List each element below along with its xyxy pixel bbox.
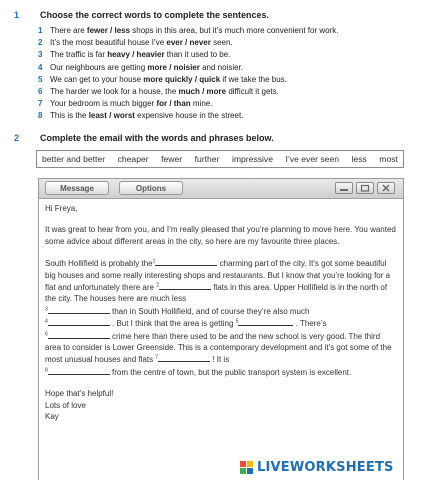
- email-paragraph-2: [45, 257, 397, 378]
- text-segment: . There’s: [293, 319, 327, 329]
- text-segment: from the centre of town, but the public transport system is excellent.: [109, 367, 352, 377]
- exercise-1-number: 1: [14, 10, 20, 20]
- sentence-text: mine.: [190, 99, 213, 109]
- gap-1-blank[interactable]: [152, 257, 217, 266]
- word-item: better and better: [42, 154, 106, 164]
- exercise-2-number: 2: [14, 133, 20, 143]
- sentence-item: [38, 74, 287, 85]
- sentence-text: Our neighbours are getting: [50, 62, 148, 72]
- tab-options[interactable]: Options: [119, 181, 183, 195]
- gap-3-blank[interactable]: [48, 305, 110, 314]
- word-choice[interactable]: fewer / less: [86, 26, 131, 35]
- text-segment: than in South Hollifield, and of course they’re also much: [109, 306, 310, 316]
- sentence-number: 5: [38, 74, 43, 84]
- text-segment: crime here than there used to be and the new school is very good. The third area to consider is Lower Greenside. This is a contemporary development and it’s got some of the most unusual houses and flats: [45, 331, 392, 365]
- sentence-number: 4: [38, 62, 43, 72]
- word-choice[interactable]: for / than: [156, 99, 191, 109]
- sentence-number: 8: [38, 111, 43, 121]
- sentence-item: [38, 25, 338, 36]
- gap-8-blank[interactable]: [48, 366, 110, 375]
- word-item: further: [194, 154, 220, 164]
- sentence-text: than it used to be.: [164, 50, 231, 60]
- word-choice[interactable]: heavy / heavier: [107, 50, 165, 60]
- sentence-item: [38, 49, 230, 60]
- sentence-text: if we take the bus.: [220, 74, 287, 84]
- email-paragraph-1: It was great to hear from you, and I’m really pleased that you’re planning to move here. You wanted some advice about different areas in the city, so here are my favourite three places.: [45, 225, 396, 246]
- gap-2-blank[interactable]: [159, 281, 211, 290]
- sentence-number: 6: [38, 87, 43, 96]
- word-bank: [36, 150, 404, 168]
- email-closing-2: Lots of love: [45, 400, 86, 410]
- close-button[interactable]: [377, 182, 395, 194]
- close-icon: [381, 184, 391, 192]
- sentence-text: The harder we look for a house, the: [50, 87, 179, 96]
- text-segment: charming part of the city. It’s got some beautiful big houses and some really interesting shops and restaurants. But I know that you’re looking for a flat and unfortunately there are: [45, 259, 391, 293]
- email-greeting: Hi Freya,: [45, 204, 78, 213]
- sentence-text: The traffic is far: [50, 50, 108, 60]
- gap-number: 7: [155, 354, 159, 361]
- exercise-2-title: Complete the email with the words and phrases below.: [40, 133, 274, 143]
- minimize-button[interactable]: [335, 182, 353, 194]
- text-segment: flats in this area. Upper Hollifield is in the north of the city. The houses here are much less: [45, 283, 388, 304]
- sentence-text: expensive house in the street.: [134, 111, 244, 121]
- gap-number: 8: [45, 367, 48, 374]
- word-item: less: [351, 154, 367, 164]
- exercise-1-title: Choose the correct words to complete the sentences.: [40, 10, 270, 20]
- sentence-text: It’s the most beautiful house I’ve: [50, 38, 167, 48]
- minimize-icon: [339, 184, 349, 192]
- gap-4-blank[interactable]: [48, 317, 110, 326]
- word-choice[interactable]: more quickly / quick: [143, 74, 221, 84]
- email-signature: Kay: [45, 412, 59, 422]
- sentence-text: and noisier.: [199, 62, 244, 72]
- sentence-number: 7: [38, 99, 43, 109]
- liveworksheets-logo: [240, 457, 394, 477]
- sentence-item: [38, 86, 279, 97]
- word-choice[interactable]: more / noisier: [147, 62, 200, 72]
- sentence-item: [38, 110, 243, 121]
- gap-number: 1: [152, 258, 156, 265]
- email-closing-1: Hope that’s helpful!: [45, 389, 114, 399]
- logo-text: LIVEWORKSHEETS: [257, 459, 394, 475]
- maximize-icon: [360, 184, 370, 192]
- gap-5-blank[interactable]: [235, 317, 293, 326]
- sentence-item: [38, 37, 233, 48]
- text-segment: ! It is: [210, 355, 230, 365]
- gap-7-blank[interactable]: [158, 353, 210, 362]
- text-segment: South Hollifield is probably the: [45, 259, 153, 269]
- email-window: [38, 178, 404, 480]
- tab-message[interactable]: Message: [45, 181, 109, 195]
- sentence-text: We can get to your house: [50, 74, 144, 84]
- sentence-text: There are: [50, 26, 87, 35]
- gap-number: 6: [45, 331, 48, 337]
- email-body: [45, 203, 397, 423]
- word-choice[interactable]: ever / never: [166, 38, 211, 48]
- gap-number: 3: [45, 306, 48, 313]
- text-segment: . But I think that the area is getting: [109, 319, 236, 329]
- sentence-text: seen.: [210, 38, 233, 48]
- word-choice[interactable]: much / more: [178, 87, 227, 96]
- word-item: most: [379, 154, 398, 164]
- email-titlebar: [39, 179, 403, 199]
- gap-number: 5: [235, 318, 239, 325]
- word-item: fewer: [161, 154, 183, 164]
- word-item: cheaper: [117, 154, 149, 164]
- sentence-item: [38, 98, 212, 109]
- logo-squares-icon: [240, 461, 253, 474]
- sentence-text: Your bedroom is much bigger: [50, 99, 157, 109]
- sentence-number: 2: [38, 38, 43, 48]
- sentence-text: shops in this area, but it’s much more convenient for work.: [130, 26, 339, 35]
- maximize-button[interactable]: [356, 182, 374, 194]
- sentence-number: 1: [38, 26, 43, 35]
- gap-6-blank[interactable]: [48, 330, 110, 339]
- word-choice[interactable]: least / worst: [88, 111, 135, 121]
- word-item: impressive: [231, 154, 274, 164]
- sentence-text: This is the: [50, 111, 89, 121]
- gap-number: 4: [45, 318, 48, 325]
- word-item: I’ve ever seen: [285, 154, 340, 164]
- gap-number: 2: [156, 282, 159, 289]
- sentence-text: difficult it gets.: [226, 87, 279, 96]
- sentence-number: 3: [38, 50, 43, 60]
- sentence-item: [38, 62, 243, 73]
